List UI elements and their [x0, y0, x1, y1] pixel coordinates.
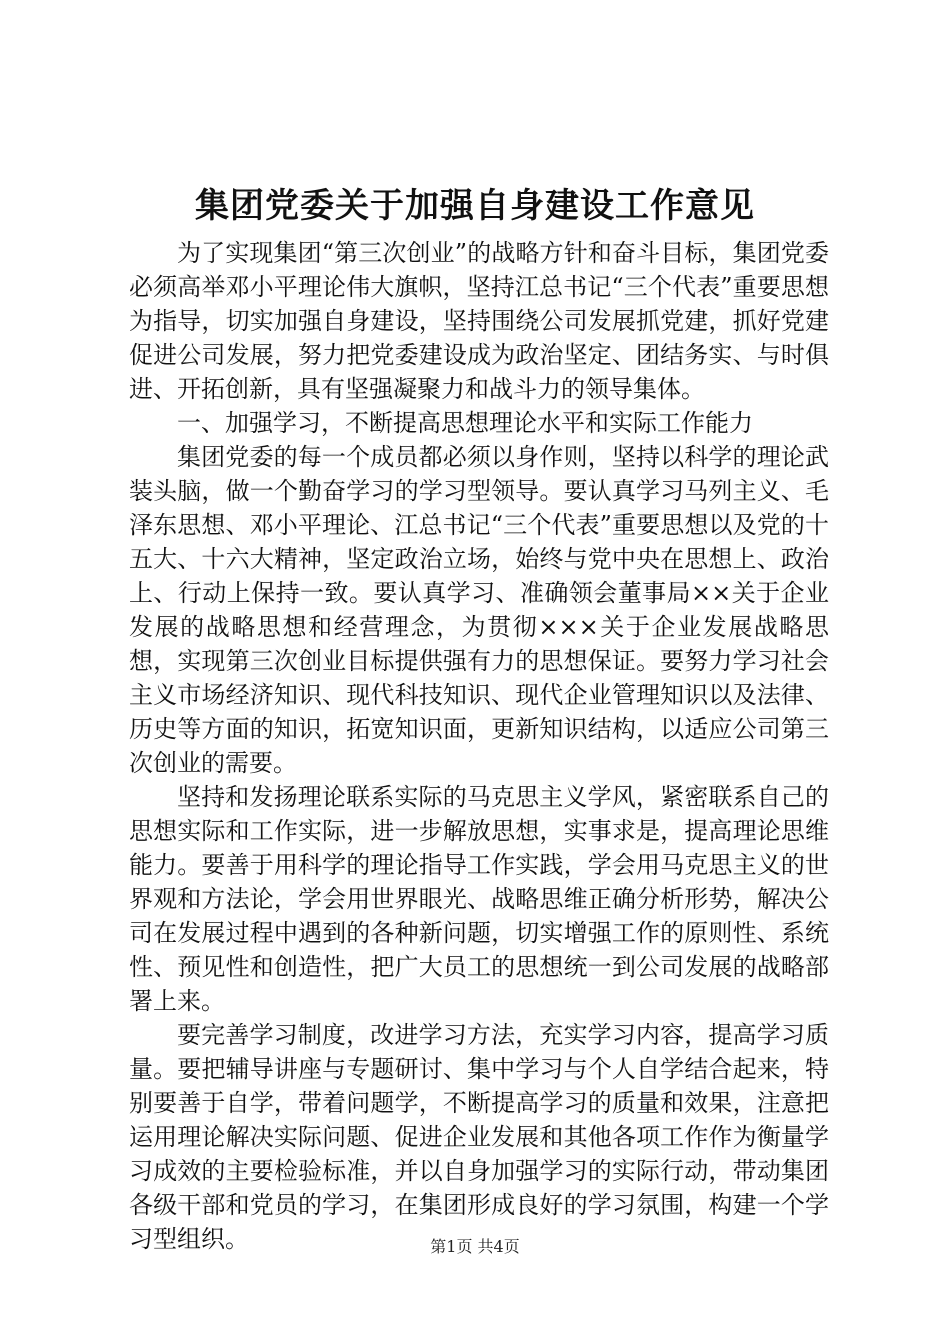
section-heading: 一、加强学习，不断提高思想理论水平和实际工作能力 — [177, 409, 753, 437]
page-number-footer: 第1页 共4页 — [430, 1237, 520, 1256]
body-paragraph: 坚持和发扬理论联系实际的马克思主义学风，紧密联系自己的思想实际和工作实际，进一步解放思想，实事求是，提高理论思维能力。要善于用科学的理论指导工作实践，学会用马克思主义的世界观和方法论，学会用世界眼光、战略思维正确分析形势，解决公司在发展过程中遇到的各种新问题，切实增强工作的原则性、系统性、预见性和创造性，把广大员工的思想统一到公司发展的战略部署上来。 — [129, 783, 829, 1015]
body-paragraph: 集团党委的每一个成员都必须以身作则，坚持以科学的理论武装头脑，做一个勤奋学习的学习型领导。要认真学习马列主义、毛泽东思想、邓小平理论、江总书记“三个代表”重要思想以及党的十五大、十六大精神，坚定政治立场，始终与党中央在思想上、政治上、行动上保持一致。要认真学习、准确领会董事局××关于企业发展的战略思想和经营理念，为贯彻×××关于企业发展战略思想，实现第三次创业目标提供强有力的思想保证。要努力学习社会主义市场经济知识、现代科技知识、现代企业管理知识以及法律、历史等方面的知识，拓宽知识面，更新知识结构，以适应公司第三次创业的需要。 — [129, 443, 829, 777]
document-title: 集团党委关于加强自身建设工作意见 — [195, 186, 755, 226]
document-body — [129, 236, 829, 1256]
intro-paragraph: 为了实现集团“第三次创业”的战略方针和奋斗目标，集团党委必须高举邓小平理论伟大旗帜，坚持江总书记“三个代表”重要思想为指导，切实加强自身建设，坚持围绕公司发展抓党建，抓好党建促进公司发展，努力把党委建设成为政治坚定、团结务实、与时俱进、开拓创新，具有坚强凝聚力和战斗力的领导集体。 — [129, 239, 829, 403]
body-paragraph: 要完善学习制度，改进学习方法，充实学习内容，提高学习质量。要把辅导讲座与专题研讨、集中学习与个人自学结合起来，特别要善于自学，带着问题学，不断提高学习的质量和效果，注意把运用理论解决实际问题、促进企业发展和其他各项工作作为衡量学习成效的主要检验标准，并以自身加强学习的实际行动，带动集团各级干部和党员的学习，在集团形成良好的学习氛围，构建一个学习型组织。 — [129, 1021, 829, 1253]
